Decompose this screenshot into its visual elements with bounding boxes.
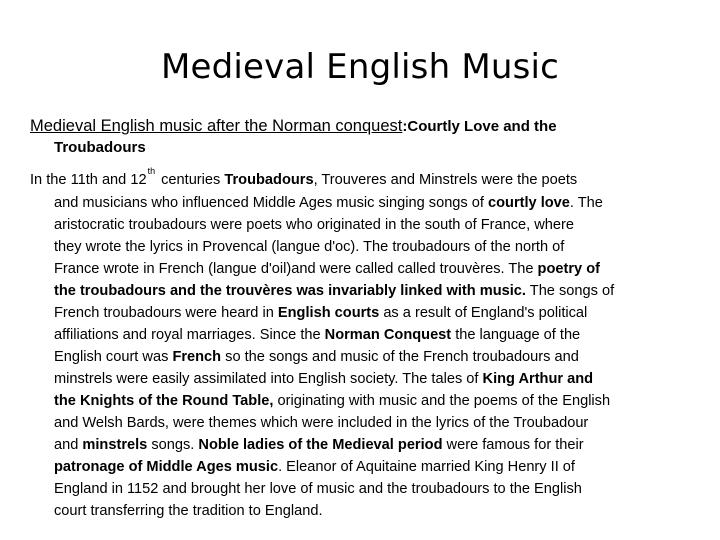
- body-line-9-b: French: [172, 349, 222, 365]
- slide-title: Medieval English Music: [160, 47, 560, 87]
- body-line-1-b: centuries: [161, 172, 225, 188]
- body-line-14: [30, 456, 698, 478]
- body-line-8-b: Norman Conquest: [324, 327, 452, 343]
- body-line-13-d: Noble ladies of the Medieval period: [198, 437, 443, 453]
- body-line-6-a: the troubadours and the trouvères was invariably linked with music.: [54, 283, 526, 299]
- body-line-2-b: courtly love: [488, 195, 570, 211]
- body-line-7-b: English courts: [277, 305, 380, 321]
- body-line-2-c: . The: [569, 195, 603, 211]
- body-line-13-a: and: [54, 437, 83, 453]
- body-line-10-b: King Arthur and: [482, 371, 594, 387]
- subheading: [30, 116, 690, 158]
- body-line-1-c: Troubadours: [224, 172, 314, 188]
- superscript-th: th: [147, 166, 156, 176]
- body-line-14-a: patronage of Middle Ages music: [54, 459, 279, 475]
- body-line-11: [30, 390, 698, 412]
- subheading-bold-rest: Courtly Love and the: [407, 118, 557, 135]
- body-paragraph: [30, 166, 698, 522]
- body-line-6: [30, 280, 698, 302]
- body-line-12: [30, 412, 698, 434]
- subheading-line2: Troubadours: [54, 139, 146, 156]
- body-line-4-a: they wrote the lyrics in Provencal (langue d'oc). The troubadours of the north of: [54, 239, 565, 255]
- body-line-3: [30, 214, 698, 236]
- body-line-10: [30, 368, 698, 390]
- body-line-8-c: the language of the: [451, 327, 581, 343]
- body-line-14-b: . Eleanor of Aquitaine married King Henry II of: [278, 459, 575, 475]
- body-line-2: [30, 192, 698, 214]
- body-line-1-d: , Trouveres and Minstrels were the poets: [313, 172, 578, 188]
- subheading-underlined: Medieval English music after the Norman conquest: [30, 117, 403, 135]
- body-line-8-a: affiliations and royal marriages. Since the: [54, 327, 325, 343]
- body-line-4: [30, 236, 698, 258]
- body-line-16-a: court transferring the tradition to England.: [54, 503, 323, 519]
- body-line-5: [30, 258, 698, 280]
- body-line-11-b: originating with music and the poems of the English: [273, 393, 611, 409]
- body-line-11-a: the Knights of the Round Table,: [54, 393, 274, 409]
- body-line-13-c: songs.: [147, 437, 199, 453]
- body-line-7-c: as a result of England's political: [379, 305, 588, 321]
- body-line-13: [30, 434, 698, 456]
- body-line-6-b: The songs of: [525, 283, 615, 299]
- body-line-5-b: poetry of: [537, 261, 600, 277]
- body-line-3-a: aristocratic troubadours were poets who originated in the south of France, where: [54, 217, 574, 233]
- body-line-7: [30, 302, 698, 324]
- body-line-13-b: minstrels: [82, 437, 148, 453]
- body-line-8: [30, 324, 698, 346]
- body-line-2-a: and musicians who influenced Middle Ages music singing songs of: [54, 195, 488, 211]
- body-line-5-a: France wrote in French (langue d'oil)and were called called trouvères. The: [54, 261, 538, 277]
- body-line-1-a: In the 11th and 12: [30, 172, 147, 188]
- body-line-1: [30, 166, 698, 192]
- subheading-colon: :: [402, 118, 408, 135]
- body-line-15: [30, 478, 698, 500]
- body-line-9-a: English court was: [54, 349, 173, 365]
- body-line-7-a: French troubadours were heard in: [54, 305, 278, 321]
- body-line-9-c: so the songs and music of the French troubadours and: [221, 349, 579, 365]
- body-line-9: [30, 346, 698, 368]
- body-line-15-a: England in 1152 and brought her love of music and the troubadours to the English: [54, 481, 582, 497]
- body-line-13-e: were famous for their: [442, 437, 584, 453]
- body-line-16: [30, 500, 698, 522]
- body-line-10-a: minstrels were easily assimilated into English society. The tales of: [54, 371, 483, 387]
- body-line-12-a: and Welsh Bards, were themes which were included in the lyrics of the Troubadour: [54, 415, 589, 431]
